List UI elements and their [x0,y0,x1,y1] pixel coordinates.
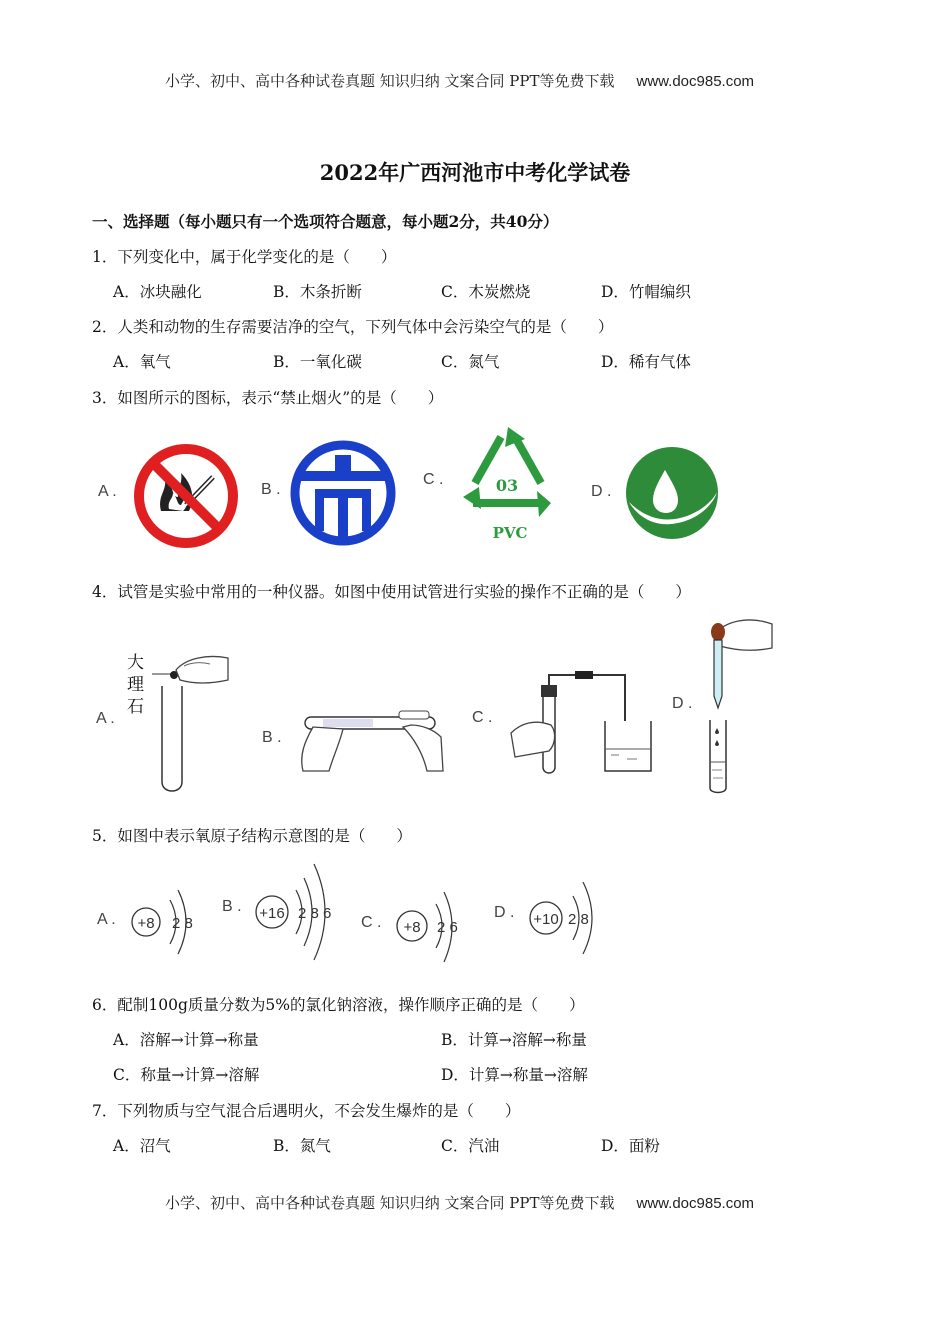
q7-option-a[interactable]: A．沼气 [113,1137,171,1155]
dropper-tube-figure[interactable] [700,616,780,794]
atom-c-nucleus: +8 [403,919,421,936]
atom-c-shells: 2 6 [437,919,458,936]
q6-option-b[interactable]: B．计算→溶解→称量 [441,1031,587,1049]
question-7-stem: 7．下列物质与空气混合后遇明火，不会发生爆炸的是（ ） [92,1102,521,1120]
question-6-stem: 6．配制100g质量分数为5%的氯化钠溶液，操作顺序正确的是（ ） [92,996,585,1014]
question-3-stem: 3．如图所示的图标，表示“禁止烟火”的是（ ） [92,389,444,407]
q3-label-d[interactable]: D . [591,483,612,500]
q1-option-a[interactable]: A．冰块融化 [113,283,202,301]
shaking-test-tube-figure[interactable] [293,697,443,775]
atom-diagram-d[interactable] [527,872,605,964]
recycle-name: PVC [492,524,528,542]
marble-char-2: 理 [127,675,144,695]
q7-option-b[interactable]: B．氮气 [273,1137,331,1155]
marble-char-1: 大 [127,653,144,673]
q4-label-b[interactable]: B . [262,729,282,746]
q3-label-b[interactable]: B . [261,481,281,498]
q6-option-d[interactable]: D．计算→称量→溶解 [441,1066,588,1084]
q4-label-c[interactable]: C . [472,709,493,726]
q7-option-d[interactable]: D．面粉 [601,1137,660,1155]
recycle-code: 03 [495,476,519,495]
atom-a-shells: 2 8 [172,915,193,932]
q2-option-a[interactable]: A．氧气 [113,353,171,371]
q3-label-a[interactable]: A . [98,483,117,500]
section-heading: 一、选择题（每小题只有一个选项符合题意，每小题2分，共40分） [92,212,559,231]
q2-option-d[interactable]: D．稀有气体 [601,353,691,371]
atom-d-nucleus: +10 [533,911,559,928]
footer-url[interactable]: www.doc985.com [636,1195,755,1212]
q3-label-c[interactable]: C . [423,471,444,488]
blue-circle-symbol-icon[interactable] [291,441,395,545]
q5-label-a[interactable]: A . [97,911,116,928]
header-text: 小学、初中、高中各种试卷真题 知识归纳 文案合同 PPT等免费下载 [165,72,615,90]
q5-label-d[interactable]: D . [494,904,515,921]
q4-label-a[interactable]: A . [96,710,115,727]
q2-option-c[interactable]: C．氮气 [441,353,500,371]
page-header [165,70,754,91]
test-tube-marble-figure[interactable] [150,652,232,794]
q7-option-c[interactable]: C．汽油 [441,1137,500,1155]
atom-b-shells: 2 8 6 [298,905,332,922]
q2-option-b[interactable]: B．一氧化碳 [273,353,362,371]
marble-label [127,652,144,718]
header-url[interactable]: www.doc985.com [636,73,755,90]
q1-option-b[interactable]: B．木条折断 [273,283,362,301]
q5-label-c[interactable]: C . [361,914,382,931]
footer-text: 小学、初中、高中各种试卷真题 知识归纳 文案合同 PPT等免费下载 [165,1194,615,1212]
page-footer [165,1192,754,1213]
atom-d-shells: 2 8 [568,911,589,928]
marble-char-3: 石 [127,697,144,717]
q1-option-d[interactable]: D．竹帽编织 [601,283,691,301]
q1-option-c[interactable]: C．木炭燃烧 [441,283,531,301]
atom-b-nucleus: +16 [259,905,285,922]
no-fire-sign-icon[interactable] [131,441,241,551]
page-title: 2022年广西河池市中考化学试卷 [319,160,631,185]
atom-diagram-b[interactable] [254,856,340,968]
q6-option-c[interactable]: C．称量→计算→溶解 [113,1066,260,1084]
recycle-pvc-icon[interactable] [455,425,561,547]
q5-label-b[interactable]: B . [222,898,242,915]
question-1-stem: 1．下列变化中，属于化学变化的是（ ） [92,248,397,266]
q4-label-d[interactable]: D . [672,695,693,712]
atom-a-nucleus: +8 [137,915,155,932]
atom-diagram-a[interactable] [130,878,200,966]
question-2-stem: 2．人类和动物的生存需要洁净的空气，下列气体中会污染空气的是（ ） [92,318,614,336]
question-4-stem: 4．试管是实验中常用的一种仪器。如图中使用试管进行实验的操作不正确的是（ ） [92,583,691,601]
airtightness-check-figure[interactable] [505,667,655,777]
question-5-stem: 5．如图中表示氧原子结构示意图的是（ ） [92,827,412,845]
q6-option-a[interactable]: A．溶解→计算→称量 [113,1031,259,1049]
water-saving-symbol-icon[interactable] [625,446,719,540]
atom-diagram-c[interactable] [394,884,466,970]
